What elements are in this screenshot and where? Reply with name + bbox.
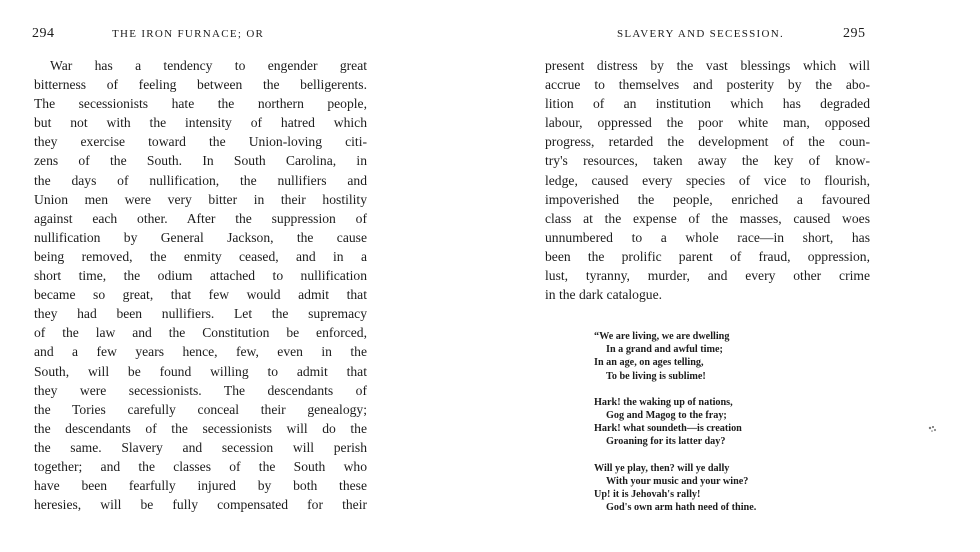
text-line: ledge, caused every species of vice to flourish,	[545, 172, 870, 188]
text-line: zens of the South. In South Carolina, in	[34, 153, 367, 169]
text-line: against each other. After the suppression of	[34, 210, 367, 226]
text-line: in the dark catalogue.	[545, 287, 663, 303]
poem-line: Hark! what soundeth—is creation	[594, 423, 742, 435]
poem-line: In a grand and awful time;	[606, 344, 723, 356]
text-line: they exercise toward the Union-loving citi-	[34, 134, 367, 150]
text-line: progress, retarded the development of the coun-	[545, 134, 870, 150]
text-line: they were secessionists. The descendants of	[34, 382, 367, 398]
text-line: lition of an institution which has degraded	[545, 96, 870, 112]
poem-stanza	[594, 396, 756, 449]
text-line: being removed, the enmity ceased, and in a	[34, 248, 367, 264]
poem-block	[594, 330, 756, 527]
right-running-head: SLAVERY AND SECESSION.	[617, 28, 785, 40]
text-line: unnumbered to a whole race—in short, has	[545, 229, 870, 245]
text-line: but not with the intensity of hatred which	[34, 115, 367, 131]
poem-line: Groaning for its latter day?	[606, 436, 726, 448]
right-body-text	[545, 56, 870, 304]
poem-stanza	[594, 462, 756, 515]
poem-stanza	[594, 330, 756, 383]
text-line: try's resources, taken away the key of know-	[545, 153, 870, 169]
poem-line: With your music and your wine?	[606, 475, 749, 487]
poem-line: To be living is sublime!	[606, 370, 706, 382]
right-page-number: 295	[843, 26, 866, 41]
text-line: been the prolific parent of fraud, oppression,	[545, 248, 870, 264]
text-line: the descendants of the secessionists will do the	[34, 420, 367, 436]
text-line: Union men were very bitter in their hostility	[34, 191, 367, 207]
text-line: class at the expense of the masses, caused woes	[545, 210, 870, 226]
poem-line: God's own arm hath need of thine.	[606, 502, 757, 514]
text-line: War has a tendency to engender great	[50, 58, 367, 73]
text-line: nullification by General Jackson, the cause	[34, 229, 367, 245]
poem-line: “We are living, we are dwelling	[594, 331, 730, 342]
text-line: South, will be found willing to admit that	[34, 363, 367, 379]
text-line: the Tories carefully conceal their genealogy;	[34, 401, 367, 417]
text-line: of the law and the Constitution be enforced,	[34, 325, 367, 341]
poem-line: Gog and Magog to the fray;	[606, 410, 727, 422]
text-line: heresies, will be fully compensated for their	[34, 497, 367, 513]
text-line: bitterness of feeling between the belligerents.	[34, 77, 367, 93]
text-line: have been fearfully injured by both these	[34, 478, 367, 494]
text-line: impoverished the people, enriched a favoured	[545, 191, 870, 207]
left-page-number: 294	[32, 26, 55, 41]
poem-line: Will ye play, then? will ye dally	[594, 462, 730, 474]
text-line: The secessionists hate the northern people,	[34, 96, 367, 112]
left-running-head: THE IRON FURNACE; OR	[112, 28, 265, 40]
text-line: became so great, that few would admit that	[34, 287, 367, 303]
ink-speck-icon	[927, 424, 939, 434]
text-line: lust, tyranny, murder, and every other crime	[545, 268, 870, 284]
text-line: together; and the classes of the South who	[34, 458, 367, 474]
text-line: accrue to themselves and posterity by the abo-	[545, 77, 870, 93]
poem-line: In an age, on ages telling,	[594, 357, 704, 369]
left-body-text	[34, 56, 367, 514]
text-line: and a few years hence, few, even in the	[34, 344, 367, 360]
text-line: they had been nullifiers. Let the supremacy	[34, 306, 367, 322]
poem-line: Up! it is Jehovah's rally!	[594, 489, 701, 501]
text-line: labour, oppressed the poor white man, opposed	[545, 115, 870, 131]
right-page	[490, 0, 980, 552]
text-line: the same. Slavery and secession will perish	[34, 439, 367, 455]
poem-line: Hark! the waking up of nations,	[594, 396, 733, 408]
text-line: present distress by the vast blessings which will	[545, 58, 870, 73]
text-line: the days of nullification, the nullifiers and	[34, 172, 367, 188]
text-line: short time, the odium attached to nullification	[34, 268, 367, 284]
